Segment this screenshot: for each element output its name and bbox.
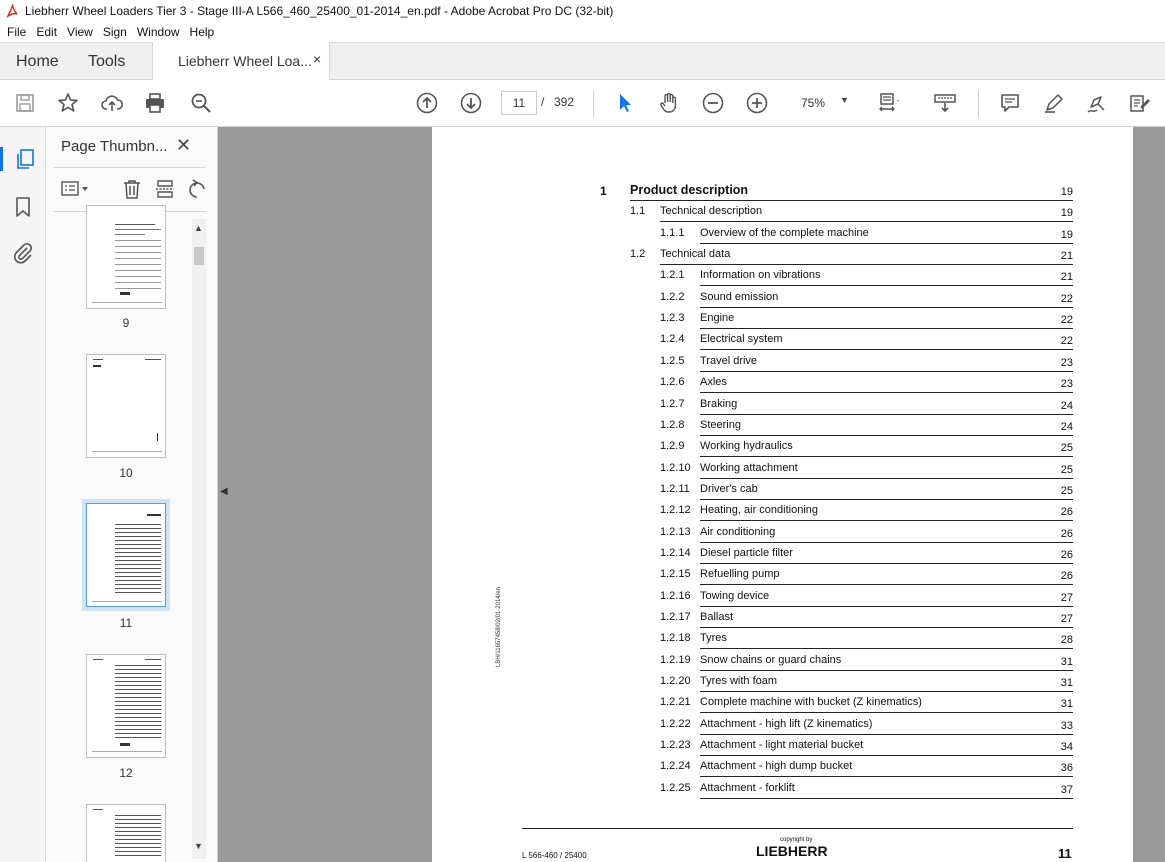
page-number-input[interactable]: 11 [501,91,537,115]
toc-row[interactable] [432,396,1133,417]
upload-cloud-icon[interactable] [100,91,124,115]
toc-number: 1.2.19 [660,653,691,666]
toc-title: Information on vibrations [700,269,821,282]
panel-title: Page Thumbn... [61,138,168,155]
toc-underline [700,648,1073,649]
toc-number: 1 [600,184,607,198]
toc-underline [700,776,1073,777]
tab-tools[interactable]: Tools [88,53,126,70]
toc-page-number: 19 [1060,207,1073,220]
document-scroll-gutter [1133,127,1165,862]
toc-underline [700,542,1073,543]
menu-bar [0,22,1165,42]
bookmark-star-icon[interactable] [56,91,80,115]
toc-row[interactable] [432,246,1133,267]
previous-page-icon[interactable] [415,91,439,115]
toc-page-number: 21 [1060,271,1073,284]
toc-page-number: 23 [1060,356,1073,369]
toc-row[interactable] [432,460,1133,481]
toc-underline [700,349,1073,350]
menu-sign[interactable]: Sign [102,25,127,39]
toc-underline [700,328,1073,329]
toc-row[interactable] [432,225,1133,246]
zoom-out-icon[interactable] [701,91,725,115]
toc-title: Complete machine with bucket (Z kinematics) [700,696,922,709]
toc-underline [700,307,1073,308]
toc-page-number: 31 [1060,698,1073,711]
toc-row[interactable] [432,758,1133,779]
toc-page-number: 34 [1060,741,1073,754]
toc-underline [700,798,1073,799]
toc-number: 1.2.18 [660,632,691,645]
select-cursor-icon[interactable] [613,91,637,115]
thumbnail-page-number: 12 [119,766,133,780]
tab-home[interactable]: Home [16,53,59,70]
toc-page-number: 24 [1060,399,1073,412]
page-thumbnail[interactable] [86,205,166,309]
toc-number: 1.2.25 [660,781,691,794]
toc-page-number: 23 [1060,378,1073,391]
toc-row[interactable] [432,652,1133,673]
toc-number: 1.2.6 [660,376,685,389]
scroll-mode-icon[interactable] [933,91,957,115]
toc-title: Working attachment [700,461,798,474]
toc-title: Working hydraulics [700,440,793,453]
toc-row[interactable] [432,182,1133,203]
toc-number: 1.2.8 [660,418,685,431]
toc-underline [700,456,1073,457]
toolbar-divider [978,90,979,118]
toc-title: Air conditioning [700,525,776,538]
toc-row[interactable] [432,588,1133,609]
toc-title: Snow chains or guard chains [700,653,842,666]
toc-row[interactable] [432,481,1133,502]
toc-row[interactable] [432,566,1133,587]
toc-row[interactable] [432,716,1133,737]
toc-title: Diesel particle filter [700,546,793,559]
page-thumbnail-selected[interactable] [86,503,166,607]
toc-underline [630,200,1073,201]
next-page-icon[interactable] [459,91,483,115]
toc-number: 1.2.15 [660,568,691,581]
toc-number: 1.2.14 [660,546,691,559]
toc-underline [700,371,1073,372]
toc-underline [700,584,1073,585]
toc-number: 1.2.1 [660,269,685,282]
toc-title: Axles [700,376,727,389]
page-thumbnail[interactable] [86,654,166,758]
window-title: Liebherr Wheel Loaders Tier 3 - Stage III-A L566_460_25400_01-2014_en.pdf - Adobe Acrobat Pro DC (32-bit) [25,4,614,18]
toc-title: Towing device [700,589,770,602]
toc-title: Ballast [700,611,734,623]
toc-number: 1.2.16 [660,589,691,602]
pdf-page [432,127,1133,862]
toc-row[interactable] [432,609,1133,630]
toc-page-number: 28 [1060,634,1073,647]
toc-underline [700,691,1073,692]
toc-underline [700,285,1073,286]
page-total: 392 [554,95,575,109]
toc-title: Steering [700,418,741,431]
toc-number: 1.1.1 [660,226,685,239]
toc-page-number: 19 [1060,186,1073,198]
page-thumbnails-icon[interactable] [0,147,36,171]
toc-title: Driver's cab [700,482,758,495]
toc-underline [660,221,1073,222]
toc-underline [700,670,1073,671]
panel-close-icon[interactable]: ✕ [176,135,192,155]
toc-page-number: 22 [1060,314,1073,327]
footer-copyright: copyright by [780,837,813,843]
toc-title: Attachment - high lift (Z kinematics) [700,717,873,730]
toc-number: 1.2.9 [660,440,685,453]
toc-page-number: 26 [1060,570,1073,583]
toc-page-number: 22 [1060,335,1073,348]
toc-number: 1.2.10 [660,461,691,474]
toc-title: Attachment - forklift [700,781,795,794]
toc-underline [700,627,1073,628]
toc-title: Technical data [660,248,731,261]
find-zoom-icon[interactable] [189,91,213,115]
toc-row[interactable] [432,780,1133,801]
toc-title: Electrical system [700,333,783,346]
thumbnail-scrollbar[interactable] [192,219,206,859]
document-side-code: LBH/11657458/02/01-2014/en [496,587,502,667]
footer-model-code: L 566-460 / 25400 [522,851,587,860]
toc-page-number: 33 [1060,719,1073,732]
thumbnail-page-number: 10 [119,466,133,480]
thumbnail-page-number: 11 [119,616,133,630]
toc-title: Refuelling pump [700,568,780,581]
toc-row[interactable] [432,545,1133,566]
toc-number: 1.2 [630,248,646,261]
footer-page-number: 11 [1058,846,1072,861]
toc-row[interactable] [432,331,1133,352]
tab-document-label: Liebherr Wheel Loa... [178,53,312,69]
toc-page-number: 27 [1060,591,1073,604]
toc-row[interactable] [432,630,1133,651]
collapse-panel-icon[interactable]: ◀ [220,486,228,497]
sign-pen-icon[interactable] [1085,91,1109,115]
toc-underline [700,755,1073,756]
acrobat-logo-icon [6,4,19,18]
zoom-level-select[interactable]: 75% [801,96,826,110]
toc-title: Heating, air conditioning [700,504,819,517]
toc-title: Sound emission [700,290,779,303]
toc-number: 1.2.20 [660,675,691,688]
bookmarks-icon[interactable] [11,195,35,219]
toc-title: Tyres with foam [700,675,778,688]
toc-number: 1.2.23 [660,739,691,752]
toc-page-number: 25 [1060,484,1073,497]
toc-page-number: 37 [1060,783,1073,796]
toc-page-number: 19 [1060,228,1073,241]
extract-page-icon[interactable] [153,178,177,200]
menu-edit[interactable]: Edit [36,25,58,39]
toc-number: 1.2.5 [660,354,685,367]
print-icon[interactable] [143,91,167,115]
toc-underline [700,606,1073,607]
toc-page-number: 24 [1060,420,1073,433]
toc-number: 1.1 [630,205,646,218]
liebherr-logo: LIEBHERR [756,843,828,859]
zoom-in-icon[interactable] [745,91,769,115]
scroll-down-icon[interactable]: ▼ [194,841,203,851]
toc-title: Technical description [660,205,763,218]
toolbar [0,80,1165,127]
toc-underline [700,414,1073,415]
toc-number: 1.2.22 [660,717,691,730]
highlight-pen-icon[interactable] [1042,91,1066,115]
page-thumbnail[interactable] [86,804,166,862]
toc-page-number: 22 [1060,292,1073,305]
toc-number: 1.2.7 [660,397,685,410]
toc-number: 1.2.4 [660,333,685,346]
toc-title: Braking [700,397,738,410]
thumbnail-options-menu-icon[interactable] [60,178,84,200]
toc-title: Travel drive [700,354,758,367]
toc-number: 1.2.21 [660,696,691,709]
toc-underline [700,435,1073,436]
toc-number: 1.2.3 [660,312,685,325]
toc-underline [700,520,1073,521]
toc-row[interactable] [432,267,1133,288]
tab-bar [0,42,1165,80]
toc-row[interactable] [432,289,1133,310]
toc-underline [660,264,1073,265]
scroll-thumb[interactable] [194,247,204,265]
attachments-paperclip-icon[interactable] [11,241,35,265]
toc-page-number: 31 [1060,655,1073,668]
chevron-down-icon[interactable]: ▼ [840,95,849,105]
toc-row[interactable] [432,524,1133,545]
toc-underline [700,563,1073,564]
toc-number: 1.2.13 [660,525,691,538]
toc-page-number: 25 [1060,442,1073,455]
menu-help[interactable]: Help [189,25,215,39]
toc-row[interactable] [432,417,1133,438]
toc-row[interactable] [432,353,1133,374]
toc-row[interactable] [432,737,1133,758]
tab-close-icon[interactable]: × [313,51,322,67]
toc-title: Attachment - light material bucket [700,739,864,752]
toc-title: Attachment - high dump bucket [700,760,853,773]
scroll-up-icon[interactable]: ▲ [194,223,203,233]
toc-number: 1.2.12 [660,504,691,517]
toc-underline [700,499,1073,500]
toc-title: Product description [630,183,749,197]
tab-document[interactable] [152,42,330,81]
comment-icon[interactable] [998,91,1022,115]
toc-number: 1.2.11 [660,482,690,495]
toc-number: 1.2.24 [660,760,691,773]
toc-underline [700,734,1073,735]
toc-title: Tyres [700,632,727,645]
toc-row[interactable] [432,438,1133,459]
menu-file[interactable]: File [7,25,27,39]
menu-window[interactable]: Window [136,25,180,39]
toc-number: 1.2.2 [660,290,685,303]
rotate-page-icon[interactable] [185,178,209,200]
menu-view[interactable]: View [67,25,93,39]
toc-page-number: 31 [1060,677,1073,690]
toc-row[interactable] [432,502,1133,523]
toc-row[interactable] [432,673,1133,694]
toc-row[interactable] [432,310,1133,331]
toc-number: 1.2.17 [660,611,691,623]
toc-underline [700,243,1073,244]
edit-pdf-icon[interactable] [1128,91,1152,115]
toc-row[interactable] [432,374,1133,395]
toc-title: Engine [700,312,735,325]
toc-row[interactable] [432,694,1133,715]
page-fit-icon[interactable] [877,91,901,115]
page-separator: / [541,95,545,109]
delete-page-icon[interactable] [120,178,144,200]
panel-divider [54,167,206,168]
toc-page-number: 26 [1060,548,1073,561]
toc-underline [700,712,1073,713]
toc-row[interactable] [432,203,1133,224]
toc-page-number: 26 [1060,506,1073,519]
left-navigation-rail [0,127,46,862]
toc-page-number: 27 [1060,613,1073,625]
thumbnail-page-number: 9 [122,316,130,330]
toc-page-number: 26 [1060,527,1073,540]
toc-page-number: 25 [1060,463,1073,476]
toc-page-number: 36 [1060,762,1073,775]
title-bar [0,0,1165,22]
toc-title: Overview of the complete machine [700,226,869,239]
toc-underline [700,478,1073,479]
toc-underline [700,392,1073,393]
page-thumbnail[interactable] [86,354,166,458]
hand-tool-icon[interactable] [657,91,681,115]
footer-rule [522,828,1073,829]
toolbar-divider [593,90,594,118]
save-icon[interactable] [13,91,37,115]
toc-page-number: 21 [1060,250,1073,263]
